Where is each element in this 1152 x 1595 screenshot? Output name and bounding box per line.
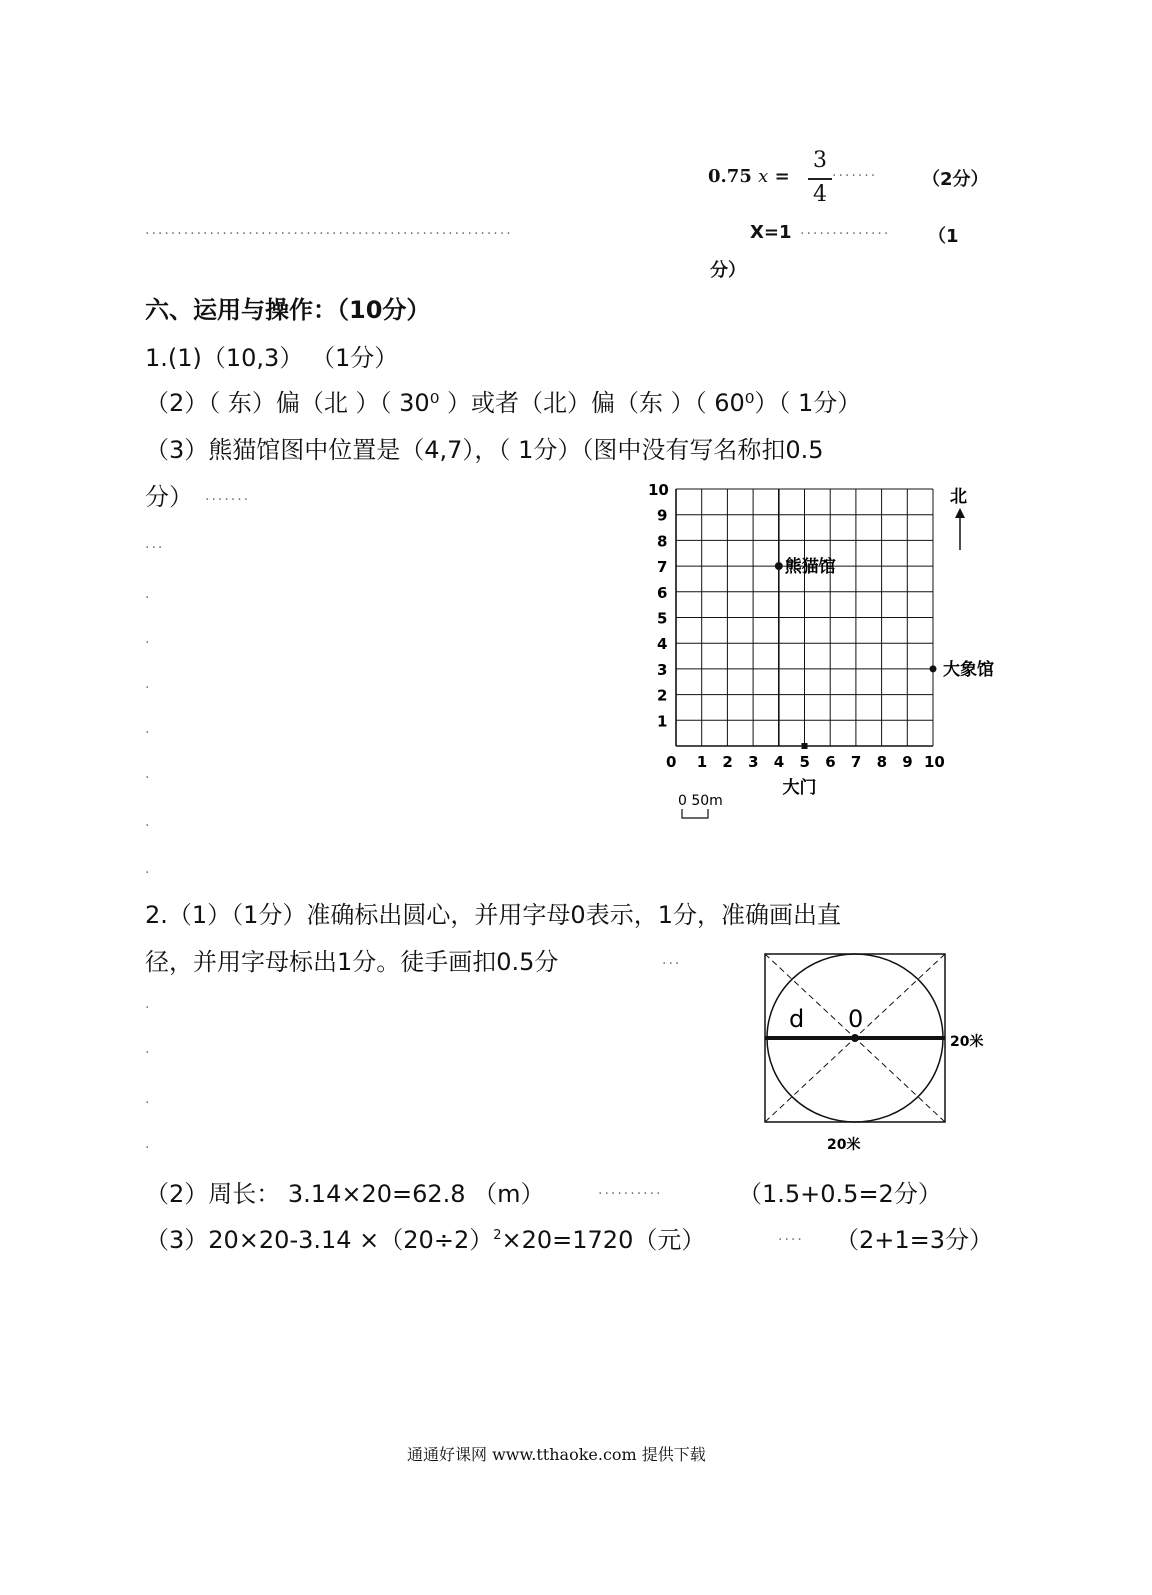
q1-part3-line2: 分）	[145, 483, 193, 511]
circle-in-square-figure	[755, 945, 1005, 1160]
q2-part1-line1: 2.（1）（1分）准确标出圆心，并用字母0表示，1分，准确画出直	[145, 901, 841, 929]
gate-label: 大门	[782, 778, 817, 798]
q2-part3	[145, 1220, 705, 1255]
dot-leader: ·	[145, 635, 152, 651]
dot-leader: ··············	[800, 226, 891, 242]
y-tick-label: 3	[657, 660, 668, 679]
dot-leader: ·	[145, 1045, 152, 1061]
north-arrow-icon	[955, 508, 965, 518]
x-tick-label: 8	[876, 753, 888, 771]
dot-leader: ·······	[205, 492, 251, 508]
y-tick-label: 9	[657, 506, 668, 525]
dot-leader: ···	[662, 956, 682, 972]
x-tick-label: 2	[722, 753, 733, 771]
grid-lines	[676, 489, 933, 746]
x-tick-label: 5	[799, 753, 810, 771]
north-label: 北	[950, 487, 967, 507]
y-tick-label: 5	[657, 609, 668, 628]
fraction-denominator: 4	[813, 182, 827, 207]
y-tick-label: 8	[657, 532, 668, 551]
dot-leader: ·	[145, 770, 152, 786]
y-tick-label: 1	[657, 712, 668, 731]
right-dimension-label: 20米	[950, 1034, 984, 1050]
x-tick-label: 9	[902, 753, 913, 771]
scale-label: 0 50m	[678, 793, 723, 809]
diameter-label: d	[789, 1005, 805, 1033]
fraction-numerator: 3	[813, 148, 827, 173]
y-tick-label: 2	[657, 686, 668, 705]
q2-part2: （2）周长： 3.14×20=62.8 （m）	[145, 1180, 545, 1208]
section-heading: 六、运用与操作：（10分）	[145, 296, 431, 324]
dot-leader: ·	[145, 865, 152, 881]
y-tick-label: 6	[657, 583, 668, 602]
x-tick-label: 6	[825, 753, 836, 771]
center-point	[851, 1034, 859, 1042]
dot-leader: ·	[145, 1000, 152, 1016]
scale-bar	[682, 809, 708, 818]
elephant-point	[930, 665, 937, 672]
x-axis-ticks	[666, 753, 945, 771]
dot-leader: ·	[145, 725, 152, 741]
dot-leader: ·	[145, 818, 152, 834]
equation-score: （2分）	[922, 169, 989, 190]
x-tick-label: 4	[773, 753, 785, 771]
dot-leader: ··········	[598, 1186, 663, 1202]
equation-lhs: 0.75 x =	[708, 166, 790, 187]
dot-leader: ···	[145, 540, 165, 556]
dot-leader-long: ·························································	[145, 226, 513, 242]
panda-point	[775, 562, 783, 570]
q1-part2: （2）（ 东）偏（北 ）（ 30⁰ ）或者（北）偏（东 ）（ 60⁰）（ 1分）	[145, 389, 862, 417]
x-tick-label: 10	[924, 753, 945, 771]
dot-leader: ····	[778, 1232, 804, 1248]
y-tick-label: 4	[657, 635, 668, 654]
fraction-bar	[808, 178, 832, 180]
dot-leader: ·	[145, 590, 152, 606]
q2-part3-text: （3）20×20-3.14 ×（20÷2）	[145, 1226, 494, 1254]
equation-variable: x	[758, 166, 769, 187]
q2-part2-score: （1.5+0.5=2分）	[738, 1180, 942, 1208]
y-axis-ticks	[648, 481, 669, 730]
coordinate-grid-figure	[630, 470, 1030, 835]
dot-leader: ·	[145, 1140, 152, 1156]
dot-leader: ·	[145, 680, 152, 696]
answer-score-tail: 分）	[710, 260, 746, 281]
x-tick-label: 1	[696, 753, 708, 771]
center-label: 0	[848, 1005, 864, 1033]
answer-score: （1	[928, 226, 959, 247]
x-tick-label: 7	[850, 753, 862, 771]
q2-part3-tail: ×20=1720（元）	[501, 1226, 706, 1254]
gate-point	[802, 743, 808, 749]
elephant-label: 大象馆	[943, 659, 994, 680]
q2-part1-line2: 径，并用字母标出1分。徒手画扣0.5分	[145, 948, 559, 976]
equation-equals: =	[774, 166, 790, 187]
dot-leader: ·	[145, 1095, 152, 1111]
dot-leader: ·······	[832, 168, 878, 184]
panda-label: 熊猫馆	[784, 557, 836, 578]
q2-part3-superscript: 2	[493, 1228, 502, 1243]
q1-part1: 1.(1)（10,3） （1分）	[145, 344, 399, 372]
footer-text: 通通好课网 www.tthaoke.com 提供下载	[407, 1445, 706, 1464]
q1-part3-line1: （3）熊猫馆图中位置是（4,7），（ 1分）（图中没有写名称扣0.5	[145, 436, 824, 464]
y-tick-label: 10	[648, 481, 669, 499]
x-tick-label: 0	[666, 753, 677, 771]
x-tick-label: 3	[748, 753, 759, 771]
equation-answer: X=1	[750, 222, 792, 243]
y-tick-label: 7	[657, 558, 668, 577]
q2-part3-score: （2+1=3分）	[835, 1226, 994, 1254]
bottom-dimension-label: 20米	[827, 1137, 861, 1153]
